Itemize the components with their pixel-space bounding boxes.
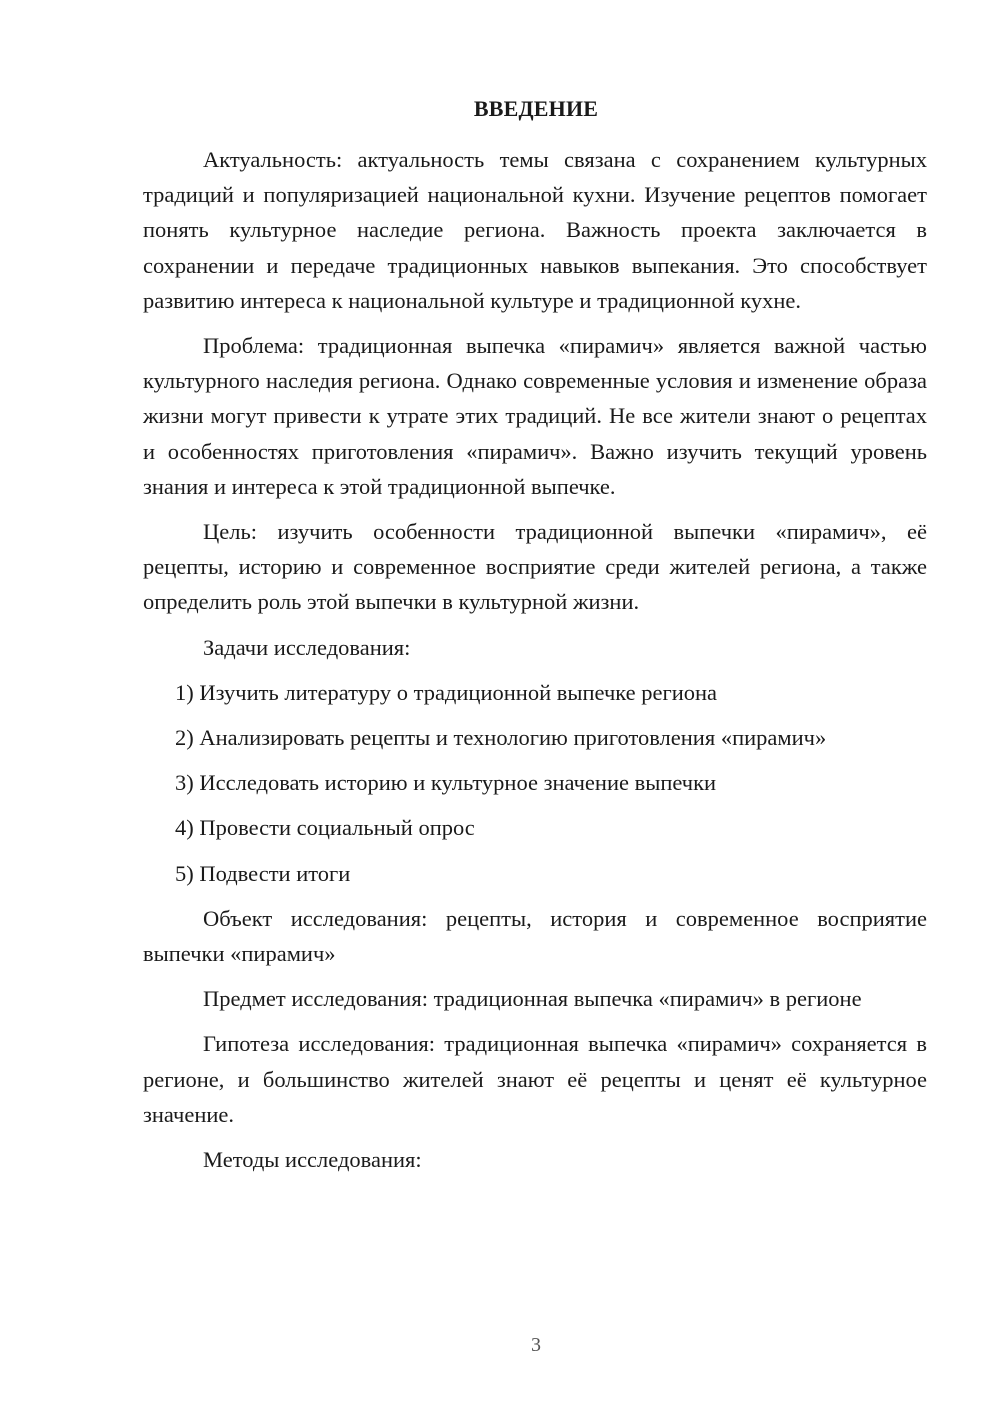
page-title: ВВЕДЕНИЕ xyxy=(473,96,599,121)
task-item: 4) Провести социальный опрос xyxy=(175,815,475,841)
task-item: 2) Анализировать рецепты и технологию приготовления «пирамич» xyxy=(175,725,827,751)
subject-paragraph: Предмет исследования: традиционная выпечка «пирамич» в регионе xyxy=(203,986,862,1012)
hypothesis-paragraph: Гипотеза исследования: традиционная выпечка «пирамич» сохраняется в регионе, и большинство жителей знают её рецепты и ценят её культурное значение. xyxy=(143,1031,927,1127)
object-paragraph: Объект исследования: рецепты, история и современное восприятие выпечки «пирамич» xyxy=(143,905,927,967)
task-item: 3) Исследовать историю и культурное значение выпечки xyxy=(175,770,717,796)
task-item: 5) Подвести итоги xyxy=(175,860,351,886)
tasks-label: Задачи исследования: xyxy=(203,634,411,660)
task-item: 1) Изучить литературу о традиционной выпечке региона xyxy=(175,679,718,705)
problem-paragraph: Проблема: традиционная выпечка «пирамич» является важной частью культурного наследия региона. Однако современные условия и изменение образа жизни могут привести к утрате этих традиций. Не все жители знают о рецептах и особенностях приготовления «пирамич». Важно изучить текущий уровень знания и интереса к этой традиционной выпечке. xyxy=(143,333,927,499)
relevance-paragraph: Актуальность: актуальность темы связана с сохранением культурных традиций и популяризацией национальной кухни. Изучение рецептов помогает понять культурное наследие региона. Важность проекта заключается в сохранении и передаче традиционных навыков выпекания. Это способствует развитию интереса к национальной культуре и традиционной кухне. xyxy=(143,147,927,313)
page-number: 3 xyxy=(531,1334,541,1356)
methods-label: Методы исследования: xyxy=(203,1147,422,1173)
goal-paragraph: Цель: изучить особенности традиционной выпечки «пирамич», её рецепты, историю и современное восприятие среди жителей региона, а также определить роль этой выпечки в культурной жизни. xyxy=(143,519,927,615)
document-body xyxy=(143,142,927,1187)
